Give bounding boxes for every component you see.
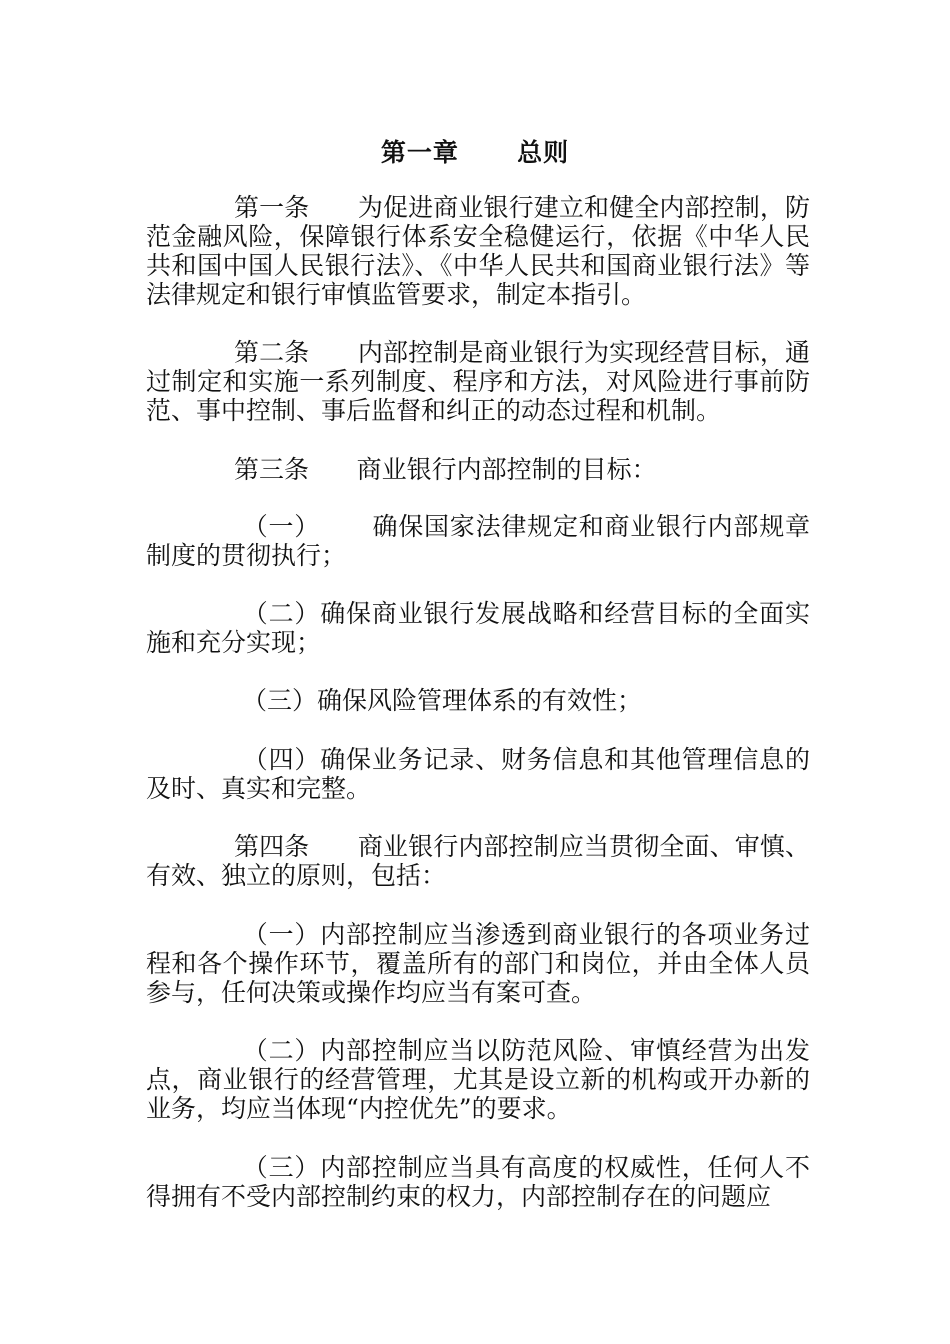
article-4: 第四条 商业银行内部控制应当贯彻全面、审慎、有效、独立的原则，包括： (146, 832, 810, 890)
article-4-item-1: （一）内部控制应当渗透到商业银行的各项业务过程和各个操作环节，覆盖所有的部门和岗位，并由全体人员参与，任何决策或操作均应当有案可查。 (146, 920, 810, 1007)
chapter-title: 第一章 总则 (380, 138, 570, 167)
article-3-item-1: （一） 确保国家法律规定和商业银行内部规章制度的贯彻执行； (146, 512, 810, 570)
article-1: 第一条 为促进商业银行建立和健全内部控制，防范金融风险，保障银行体系安全稳健运行，依据《中华人民共和国中国人民银行法》、《中华人民共和国商业银行法》等法律规定和银行审慎监管要求，制定本指引。 (146, 193, 810, 309)
article-3: 第三条 商业银行内部控制的目标： (234, 455, 657, 484)
article-2: 第二条 内部控制是商业银行为实现经营目标，通过制定和实施一系列制度、程序和方法，对风险进行事前防范、事中控制、事后监督和纠正的动态过程和机制。 (146, 338, 810, 425)
article-4-item-3: （三）内部控制应当具有高度的权威性，任何人不得拥有不受内部控制约束的权力，内部控制存在的问题应 (146, 1153, 810, 1211)
article-3-item-4: （四）确保业务记录、财务信息和其他管理信息的及时、真实和完整。 (146, 745, 810, 803)
article-3-item-3: （三）确保风险管理体系的有效性； (234, 686, 642, 715)
article-4-item-2: （二）内部控制应当以防范风险、审慎经营为出发点，商业银行的经营管理，尤其是设立新的机构或开办新的业务，均应当体现“内控优先”的要求。 (146, 1036, 810, 1123)
article-3-item-2: （二）确保商业银行发展战略和经营目标的全面实施和充分实现； (146, 599, 810, 657)
